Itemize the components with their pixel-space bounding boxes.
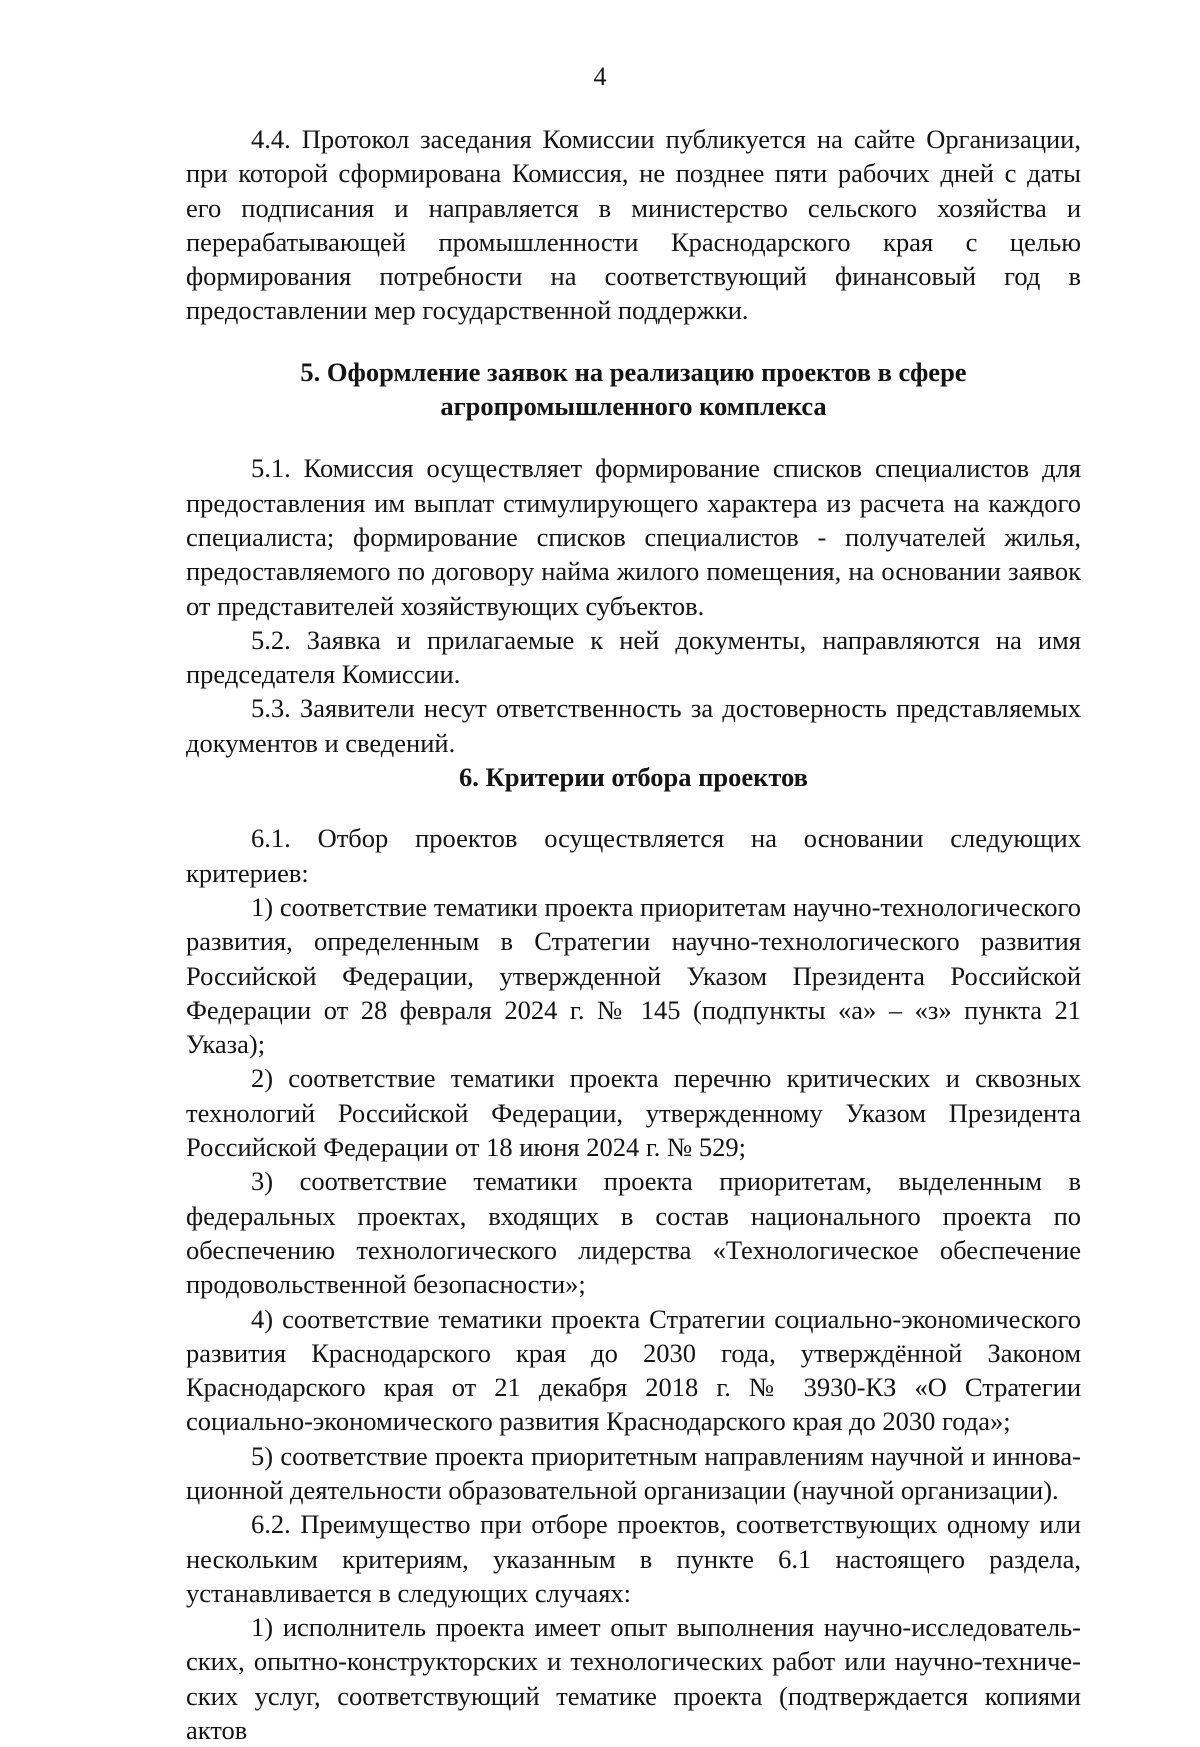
advantage-1: 1) исполнитель проекта имеет опыт выполнения научно-исследовательских, опытно-конструкторских и технологических работ или научно-технических услуг, соответствующий тематике проекта (подтверждается копиями актов xyxy=(186,1612,1081,1746)
section-5-body xyxy=(186,451,1081,760)
paragraph-5-3: 5.3. Заявители несут ответственность за достоверность представляемых документов и сведений. xyxy=(186,693,1081,758)
paragraph-6-2: 6.2. Преимущество при отборе проектов, соответствующих одному или нескольким критериям, указанным в пункте 6.1 настоящего раздела, устанавливается в следующих случаях: xyxy=(186,1509,1081,1608)
criterion-3: 3) соответствие тематики проекта приоритетам, выделенным в федеральных проектах, входящих в состав национального проекта по обеспечению технологического лидерства «Технологическое обеспечение продовольственной безопасности»; xyxy=(186,1166,1081,1300)
criterion-5: 5) соответствие проекта приоритетным направлениям научной и инновационной деятельности образовательной организации (научной организации). xyxy=(186,1440,1081,1505)
criterion-4: 4) соответствие тематики проекта Стратегии социально-экономического развития Краснодарского края до 2030 года, утверждённой Законом Краснодарского края от 21 декабря 2018 г. № 3930-КЗ «О Стратегии социально-экономического развития Краснодарского края до 2030 года»; xyxy=(186,1303,1081,1437)
paragraph-4-4: 4.4. Протокол заседания Комиссии публикуется на сайте Организации, при которой сформирована Комиссия, не позднее пяти рабочих дней с даты его подписания и направляется в министерство сельского хозяйства и перерабатывающей промышленности Краснодарского края с целью формирования потребности на соответствующий финансовый год в предоставлении мер государственной поддержки. xyxy=(186,124,1081,326)
paragraph-6-1: 6.1. Отбор проектов осуществляется на основании следующих критериев: xyxy=(186,823,1081,888)
criterion-1: 1) соответствие тематики проекта приоритетам научно-технологического развития, определенным в Стратегии научно-технологического развития Российской Федерации, утвержденной Указом Президента Российской Федерации от 28 февраля 2024 г. № 145 (подпункты «а» – «з» пункта 21 Указа); xyxy=(186,891,1081,1060)
criterion-2: 2) соответствие тематики проекта перечню критических и сквозных технологий Российской Федерации, утвержденному Указом Президента Российской Федерации от 18 июня 2024 г. № 529; xyxy=(186,1063,1081,1163)
section-5-heading: 5. Оформление заявок на реализацию проектов в сфере агропромышленного комплекса xyxy=(300,356,967,422)
section-6-heading: 6. Критерии отбора проектов xyxy=(459,762,808,793)
section-6-body xyxy=(186,821,1081,1747)
paragraph-5-2: 5.2. Заявка и прилагаемые к ней документы, направляются на имя председателя Комиссии. xyxy=(186,624,1081,690)
paragraph-5-1: 5.1. Комиссия осуществляет формирование списков специалистов для предоставления им выплат стимулирующего характера из расчета на каждого специалиста; формирование списков специалистов - получателей жилья, предоставляемого по договору найма жилого помещения, на основании заявок от представителей хозяйствующих субъектов. xyxy=(186,453,1081,621)
document-body xyxy=(186,122,1081,1747)
page-number: 4 xyxy=(593,62,607,91)
